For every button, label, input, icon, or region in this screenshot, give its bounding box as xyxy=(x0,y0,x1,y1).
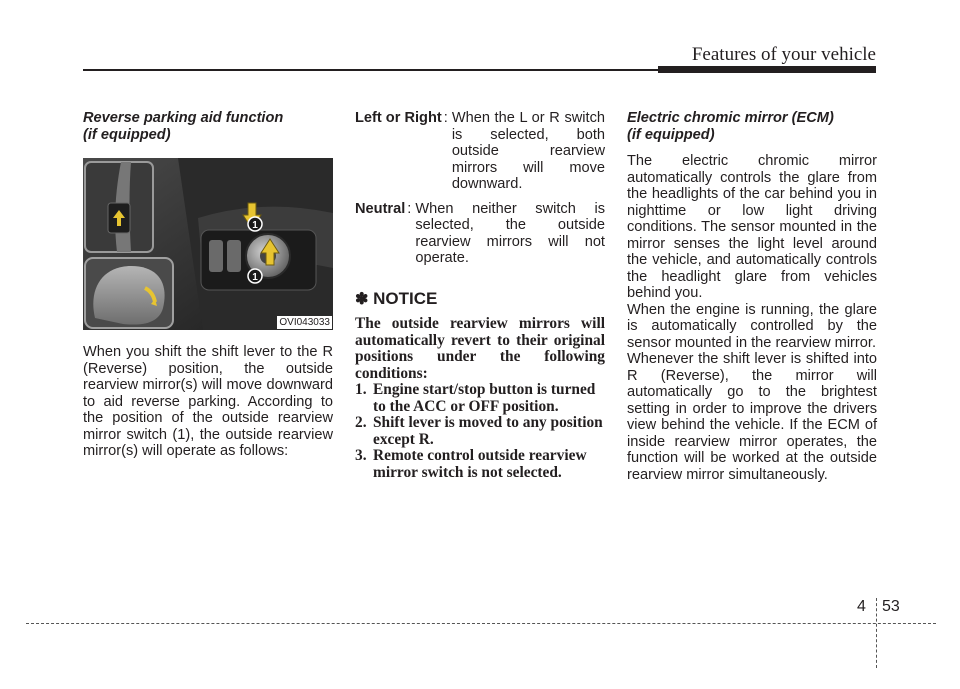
list-number: 2. xyxy=(355,414,367,431)
list-text: Shift lever is moved to any position except R. xyxy=(373,414,603,448)
notice-body xyxy=(355,316,605,481)
ecm-paragraph-1: The electric chromic mirror automatically controls the glare from the headlights of the car behind you in nighttime or low light driving conditions. The sensor mounted in the mirror senses the light level around the vehicle, and automatically controls the headlight glare from vehicles behind you. xyxy=(627,153,877,301)
def-left-or-right xyxy=(355,110,605,193)
page-number: 53 xyxy=(882,598,900,615)
list-text: Engine start/stop button is turned to the ACC or OFF position. xyxy=(373,381,596,415)
left-column xyxy=(83,110,333,460)
callout-1-upper: 1 xyxy=(252,220,258,231)
notice-star-icon: ✽ xyxy=(355,290,369,308)
image-code-label: OVI043033 xyxy=(279,317,330,328)
def-description: When neither switch is selected, the outside rearview mirrors will not operate. xyxy=(415,200,605,266)
def-term: Left or Right xyxy=(355,110,442,126)
chapter-number: 4 xyxy=(857,598,866,615)
header-bar xyxy=(658,66,876,73)
notice-title: NOTICE xyxy=(373,288,438,308)
def-colon: : xyxy=(407,200,412,217)
mirror-switch-photo xyxy=(83,158,333,330)
footer-divider xyxy=(876,598,877,668)
notice-intro: The outside rearview mirrors will automatically revert to their original positions under the following conditions: xyxy=(355,315,605,382)
def-description: When the L or R switch is selected, both outside rearview mirrors will move downward. xyxy=(451,110,605,192)
page-header-title: Features of your vehicle xyxy=(691,44,876,65)
list-item xyxy=(355,448,605,481)
list-number: 1. xyxy=(355,381,367,398)
list-number: 3. xyxy=(355,447,367,464)
notice-heading xyxy=(355,288,605,309)
mirror-switch-illustration xyxy=(83,158,333,330)
ecm-heading: Electric chromic mirror (ECM) (if equipped) xyxy=(627,110,834,143)
footer-rule xyxy=(26,623,936,624)
def-neutral xyxy=(355,201,605,267)
def-term: Neutral xyxy=(355,200,406,217)
list-item xyxy=(355,415,605,448)
reverse-parking-paragraph: When you shift the shift lever to the R (Reverse) position, the outside rearview mirror(s) will move downward to aid reverse parking. According to the position of the outside rearview mirror switch (1), the outside rearview mirror(s) will operate as follows: xyxy=(83,344,333,459)
notice-list xyxy=(355,382,605,481)
middle-column xyxy=(355,110,605,481)
ecm-paragraph-2: When the engine is running, the glare is automatically controlled by the sensor mounted in the rearview mirror. xyxy=(627,301,877,351)
ecm-paragraph-3: Whenever the shift lever is shifted into R (Reverse), the mirror will automatically go to the brightest setting in order to improve the drivers view behind the vehicle. If the ECM of inside rearview mirror operates, the function will be worked at the outside rearview mirror simultaneously. xyxy=(627,351,877,483)
list-item xyxy=(355,382,605,415)
def-colon: : xyxy=(443,110,448,126)
list-text: Remote control outside rearview mirror switch is not selected. xyxy=(373,447,587,481)
callout-1-lower: 1 xyxy=(252,272,258,283)
reverse-parking-heading: Reverse parking aid function (if equipped) xyxy=(83,110,284,143)
right-column xyxy=(627,110,877,483)
